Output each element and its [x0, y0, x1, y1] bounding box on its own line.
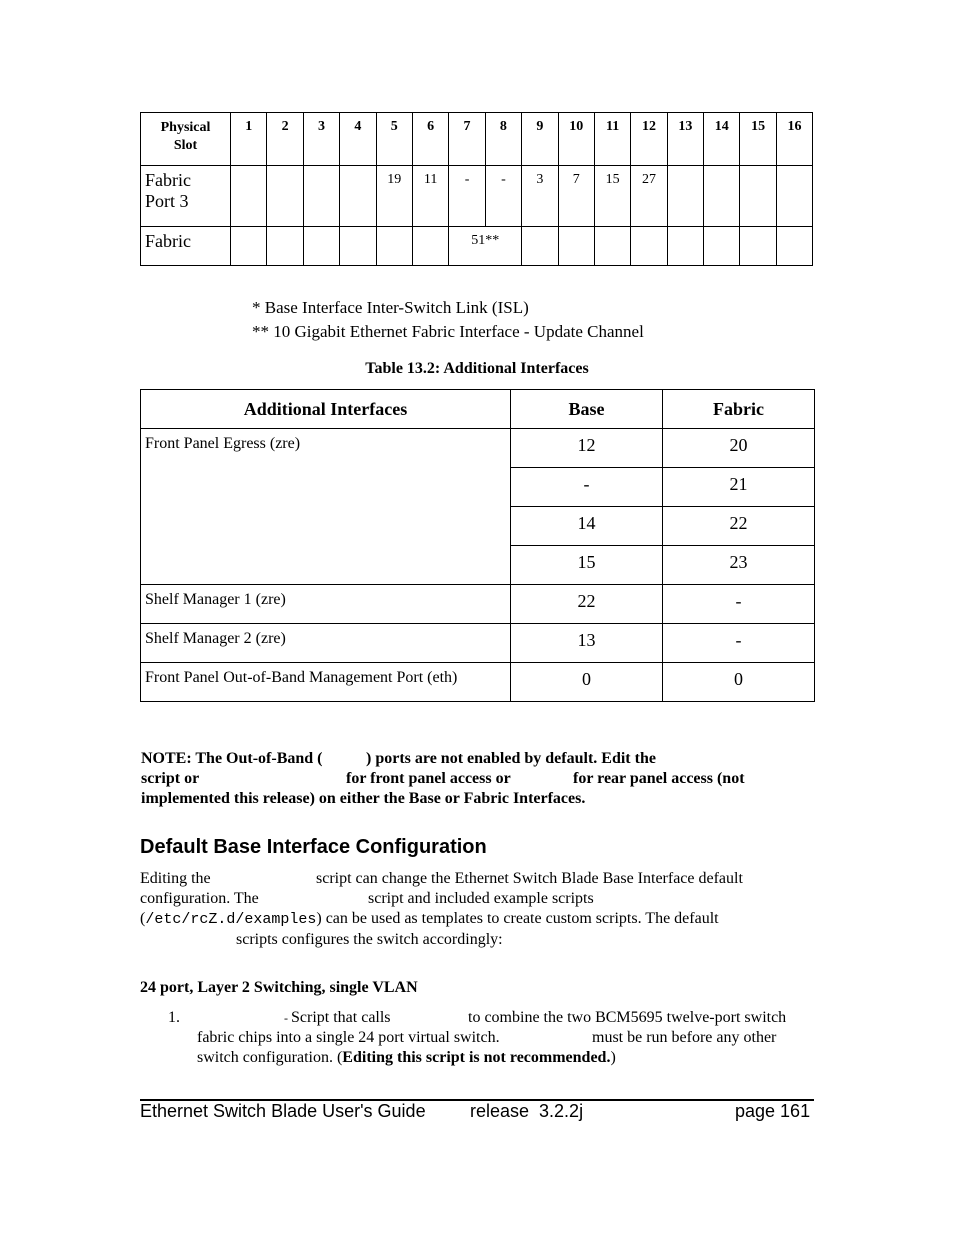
- table-cell: 7: [558, 166, 594, 227]
- base-value: 22: [511, 585, 663, 624]
- para-line2b: script and included example scripts: [368, 890, 594, 907]
- slot-header: 15: [740, 113, 776, 166]
- slot-header: 12: [631, 113, 667, 166]
- row-label-line1: Fabric: [145, 170, 191, 190]
- para-line4: scripts configures the switch accordingly:: [236, 931, 503, 948]
- header-physical-line2: Slot: [173, 138, 198, 153]
- para-line3: [140, 909, 719, 931]
- header-physical-slot: [141, 113, 231, 166]
- slot-header: 11: [594, 113, 630, 166]
- list-item-dash: -: [284, 1011, 288, 1025]
- table-cell: -: [485, 166, 521, 227]
- table-row: [141, 585, 815, 624]
- table-cell: [522, 227, 558, 266]
- table-cell: [376, 227, 412, 266]
- table-cell: [303, 227, 339, 266]
- list-line3a: switch configuration. (: [197, 1049, 343, 1066]
- table-cell: [631, 227, 667, 266]
- list-item-number: 1.: [168, 1009, 180, 1026]
- table-cell: [231, 227, 267, 266]
- para-line1b: script can change the Ethernet Switch Blade Base Interface default: [316, 870, 743, 887]
- note-line1a: NOTE: The Out-of-Band (: [141, 750, 323, 767]
- list-line3-bold: Editing this script is not recommended.: [342, 1049, 611, 1066]
- table-cell: 27: [631, 166, 667, 227]
- slot-header: 8: [485, 113, 521, 166]
- fabric-value: 20: [663, 429, 815, 468]
- header-base: Base: [511, 390, 663, 429]
- table-cell: [267, 227, 303, 266]
- slot-header: 10: [558, 113, 594, 166]
- table-cell: 3: [522, 166, 558, 227]
- table-cell: [667, 166, 703, 227]
- slot-header: 1: [231, 113, 267, 166]
- fabric-value: 21: [663, 468, 815, 507]
- footer-release: release 3.2.2j: [470, 1101, 584, 1121]
- footnote-isl: * Base Interface Inter-Switch Link (ISL): [252, 298, 529, 317]
- slot-header: 16: [776, 113, 812, 166]
- list-line3b: ): [610, 1049, 616, 1066]
- fabric-value: 23: [663, 546, 815, 585]
- subsection-heading: 24 port, Layer 2 Switching, single VLAN: [140, 979, 418, 996]
- list-line3: [197, 1048, 616, 1069]
- base-value: 13: [511, 624, 663, 663]
- row-label-fabric-port3: [141, 166, 231, 227]
- slot-header: 6: [412, 113, 448, 166]
- slot-header: 7: [449, 113, 485, 166]
- merged-cell-update-channel: 51**: [449, 227, 522, 266]
- slot-header: 13: [667, 113, 703, 166]
- table-cell: [776, 166, 812, 227]
- row-name: Front Panel Egress (zre): [141, 429, 511, 585]
- row-name: Front Panel Out-of-Band Management Port (eth): [141, 663, 511, 702]
- table-row: [141, 429, 815, 468]
- note-line2b: for front panel access or: [346, 770, 511, 787]
- table-row: [141, 663, 815, 702]
- table-cell: 15: [594, 166, 630, 227]
- row-label-fabric: Fabric: [141, 227, 231, 266]
- base-value: -: [511, 468, 663, 507]
- base-value: 14: [511, 507, 663, 546]
- list-line1a: Script that calls: [291, 1009, 391, 1026]
- list-line2b: must be run before any other: [592, 1029, 777, 1046]
- table-cell: [740, 166, 776, 227]
- slot-header: 5: [376, 113, 412, 166]
- physical-slot-table: [140, 112, 813, 266]
- slot-header: 14: [704, 113, 740, 166]
- table-cell: [231, 166, 267, 227]
- para-line2a: configuration. The: [140, 890, 259, 907]
- row-label-line2: Port 3: [145, 191, 189, 211]
- footnote-update-channel: ** 10 Gigabit Ethernet Fabric Interface - Update Channel: [252, 322, 644, 341]
- table-row: [141, 624, 815, 663]
- header-additional-interfaces: Additional Interfaces: [141, 390, 511, 429]
- table-row: [141, 166, 813, 227]
- header-physical-line1: Physical: [160, 120, 211, 135]
- footer-title: Ethernet Switch Blade User's Guide: [140, 1101, 426, 1121]
- note-line2a: script or: [141, 770, 200, 787]
- table-cell: [594, 227, 630, 266]
- para-paren-open: (: [140, 910, 146, 927]
- base-value: 15: [511, 546, 663, 585]
- para-line3-rest: ) can be used as templates to create custom scripts. The default: [316, 910, 719, 927]
- table-cell: [704, 166, 740, 227]
- table-cell: [340, 166, 376, 227]
- table-cell: [776, 227, 812, 266]
- fabric-value: -: [663, 624, 815, 663]
- footer-page-number: page 161: [735, 1101, 811, 1121]
- fabric-value: 22: [663, 507, 815, 546]
- table-cell: [704, 227, 740, 266]
- slot-header: 4: [340, 113, 376, 166]
- table-cell: [412, 227, 448, 266]
- table-caption: Table 13.2: Additional Interfaces: [365, 360, 589, 377]
- note-line2c: for rear panel access (not: [573, 770, 745, 787]
- para-line1a: Editing the: [140, 870, 211, 887]
- table-cell: -: [449, 166, 485, 227]
- table-cell: [558, 227, 594, 266]
- base-value: 0: [511, 663, 663, 702]
- table-row: [141, 227, 813, 266]
- note-line1b: ) ports are not enabled by default. Edit the: [366, 750, 656, 767]
- fabric-value: 0: [663, 663, 815, 702]
- row-name: Shelf Manager 2 (zre): [141, 624, 511, 663]
- table-cell: [303, 166, 339, 227]
- note-line3: implemented this release) on either the Base or Fabric Interfaces.: [141, 790, 586, 807]
- section-heading: Default Base Interface Configuration: [140, 836, 487, 858]
- slot-header: 3: [303, 113, 339, 166]
- base-value: 12: [511, 429, 663, 468]
- list-line2a: fabric chips into a single 24 port virtual switch.: [197, 1029, 500, 1046]
- table-cell: 19: [376, 166, 412, 227]
- additional-interfaces-table: [140, 389, 815, 702]
- examples-path: /etc/rcZ.d/examples: [145, 911, 317, 928]
- row-name: Shelf Manager 1 (zre): [141, 585, 511, 624]
- table-cell: [267, 166, 303, 227]
- slot-header: 2: [267, 113, 303, 166]
- slot-header: 9: [522, 113, 558, 166]
- fabric-value: -: [663, 585, 815, 624]
- table-cell: [740, 227, 776, 266]
- table-cell: [340, 227, 376, 266]
- header-fabric: Fabric: [663, 390, 815, 429]
- table-cell: 11: [412, 166, 448, 227]
- list-line1b: to combine the two BCM5695 twelve-port switch: [468, 1009, 787, 1026]
- table-cell: [667, 227, 703, 266]
